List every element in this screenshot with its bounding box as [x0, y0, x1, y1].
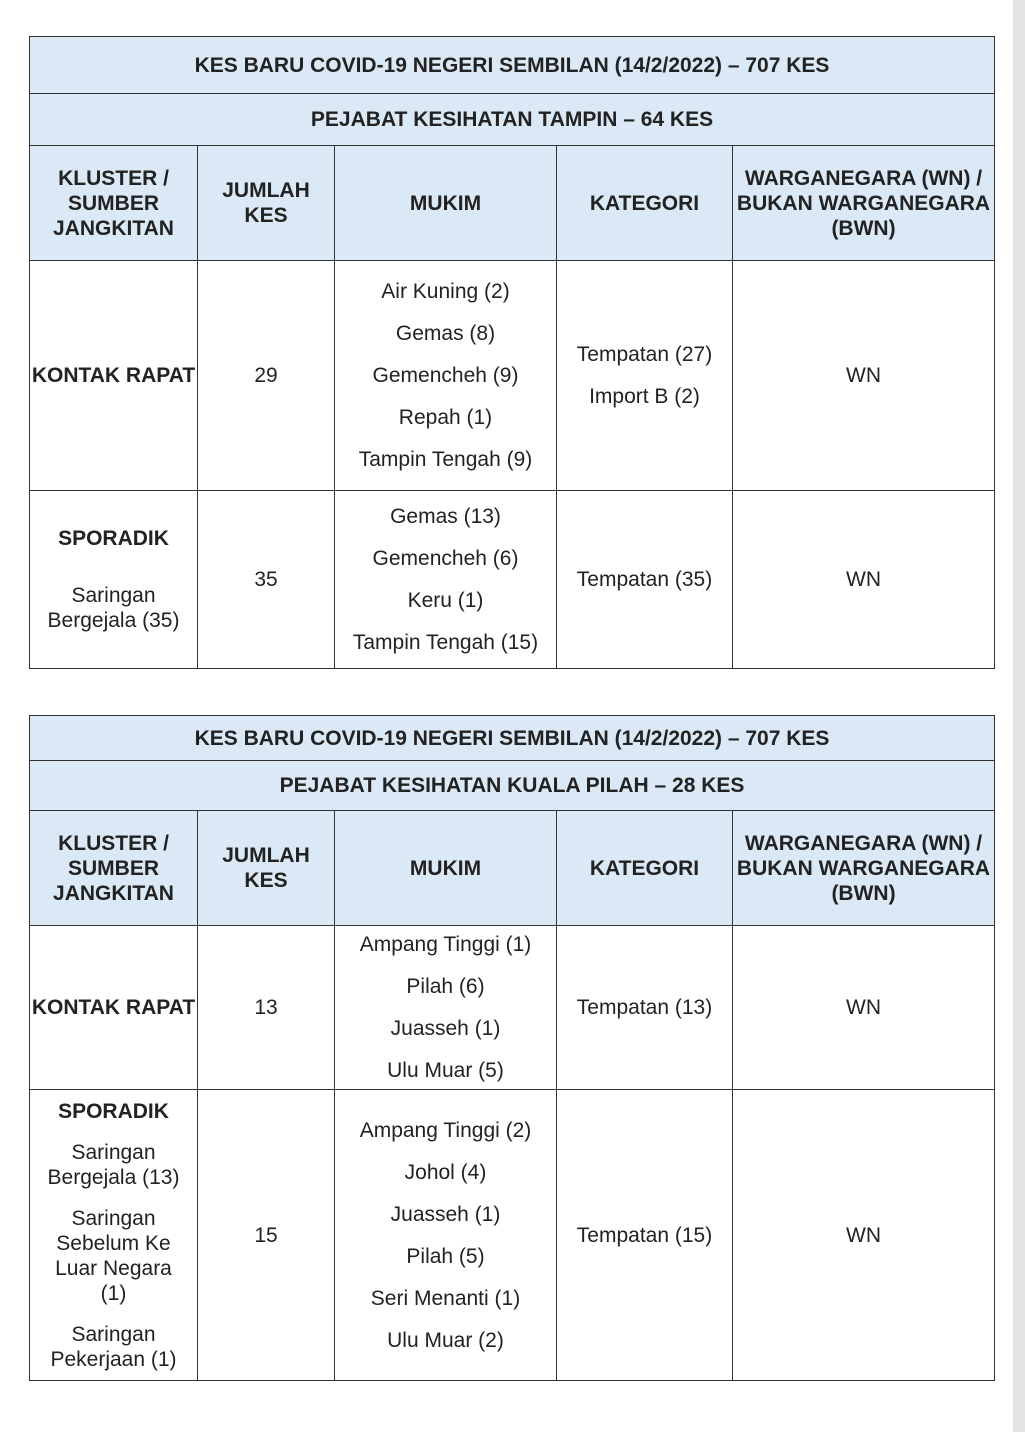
header-mukim: MUKIM: [335, 146, 557, 261]
mukim-item: Seri Menanti (1): [370, 1286, 521, 1310]
cluster-cell: [30, 491, 198, 669]
office-title: PEJABAT KESIHATAN KUALA PILAH – 28 KES: [30, 761, 995, 811]
table-title: KES BARU COVID-19 NEGERI SEMBILAN (14/2/2022) – 707 KES: [30, 716, 995, 761]
mukim-item: Ulu Muar (2): [387, 1328, 504, 1352]
table-row: [30, 926, 995, 1090]
total-cell: 35: [198, 491, 335, 669]
mukim-item: Tampin Tengah (9): [358, 448, 533, 471]
mukim-item: Ampang Tinggi (1): [359, 933, 532, 956]
header-row: [30, 146, 995, 261]
table-title-row: [30, 716, 995, 761]
mukim-item: Ampang Tinggi (2): [359, 1118, 532, 1142]
table-title-row: [30, 37, 995, 94]
kategori-item: Import B (2): [589, 385, 700, 408]
kategori-item: Tempatan (35): [576, 568, 713, 591]
table-title: KES BARU COVID-19 NEGERI SEMBILAN (14/2/2022) – 707 KES: [30, 37, 995, 94]
mukim-item: Gemas (13): [390, 505, 501, 528]
header-citizenship: WARGANEGARA (WN) / BUKAN WARGANEGARA (BWN): [733, 811, 995, 926]
mukim-item: Pilah (5): [406, 1244, 485, 1268]
mukim-item: Pilah (6): [406, 975, 485, 998]
kategori-cell: [557, 1090, 733, 1381]
header-total: JUMLAH KES: [198, 811, 335, 926]
total-cell: 15: [198, 1090, 335, 1381]
cluster-label: KONTAK RAPAT: [31, 364, 196, 387]
cluster-sub-label: Saringan Bergejala (35): [47, 584, 180, 632]
page-edge-strip: [1013, 0, 1025, 1432]
citizenship-cell: WN: [733, 1090, 995, 1381]
total-cell: 13: [198, 926, 335, 1090]
mukim-item: Keru (1): [407, 589, 484, 612]
header-citizenship: WARGANEGARA (WN) / BUKAN WARGANEGARA (BWN): [733, 146, 995, 261]
header-cluster: KLUSTER / SUMBER JANGKITAN: [30, 811, 198, 926]
cluster-label: SPORADIK: [58, 527, 169, 550]
kategori-item: Tempatan (15): [576, 1223, 713, 1247]
mukim-item: Gemencheh (9): [372, 364, 519, 387]
covid-table-tampin: [29, 36, 995, 669]
header-row: [30, 811, 995, 926]
mukim-item: Gemencheh (6): [372, 547, 519, 570]
total-cell: 29: [198, 261, 335, 491]
mukim-item: Johol (4): [404, 1160, 487, 1184]
mukim-item: Tampin Tengah (15): [352, 631, 539, 654]
mukim-cell: [335, 1090, 557, 1381]
mukim-item: Juasseh (1): [390, 1017, 501, 1040]
cluster-sub-label: Saringan Pekerjaan (1): [50, 1322, 177, 1371]
mukim-item: Ulu Muar (5): [387, 1059, 504, 1082]
mukim-cell: [335, 491, 557, 669]
mukim-cell: [335, 926, 557, 1090]
cluster-sub-label: Saringan Sebelum Ke Luar Negara (1): [55, 1206, 172, 1305]
covid-table-kuala-pilah: [29, 715, 995, 1381]
office-title: PEJABAT KESIHATAN TAMPIN – 64 KES: [30, 94, 995, 146]
header-mukim: MUKIM: [335, 811, 557, 926]
kategori-cell: [557, 491, 733, 669]
header-kategori: KATEGORI: [557, 811, 733, 926]
kategori-item: Tempatan (27): [576, 343, 713, 366]
cluster-cell: [30, 1090, 198, 1381]
table-row: [30, 491, 995, 669]
mukim-cell: [335, 261, 557, 491]
citizenship-cell: WN: [733, 926, 995, 1090]
cluster-sub-label: Saringan Bergejala (13): [47, 1140, 180, 1189]
office-row: [30, 761, 995, 811]
header-total: JUMLAH KES: [198, 146, 335, 261]
kategori-cell: [557, 926, 733, 1090]
citizenship-cell: WN: [733, 491, 995, 669]
mukim-item: Air Kuning (2): [381, 280, 510, 303]
citizenship-cell: WN: [733, 261, 995, 491]
cluster-label: SPORADIK: [58, 1099, 169, 1123]
cluster-cell: [30, 926, 198, 1090]
table-row: [30, 261, 995, 491]
header-kategori: KATEGORI: [557, 146, 733, 261]
mukim-item: Gemas (8): [395, 322, 496, 345]
kategori-cell: [557, 261, 733, 491]
kategori-item: Tempatan (13): [576, 996, 713, 1019]
table-row: [30, 1090, 995, 1381]
mukim-item: Juasseh (1): [390, 1202, 501, 1226]
header-cluster: KLUSTER / SUMBER JANGKITAN: [30, 146, 198, 261]
mukim-item: Repah (1): [398, 406, 493, 429]
office-row: [30, 94, 995, 146]
cluster-label: KONTAK RAPAT: [31, 996, 196, 1019]
cluster-cell: [30, 261, 198, 491]
